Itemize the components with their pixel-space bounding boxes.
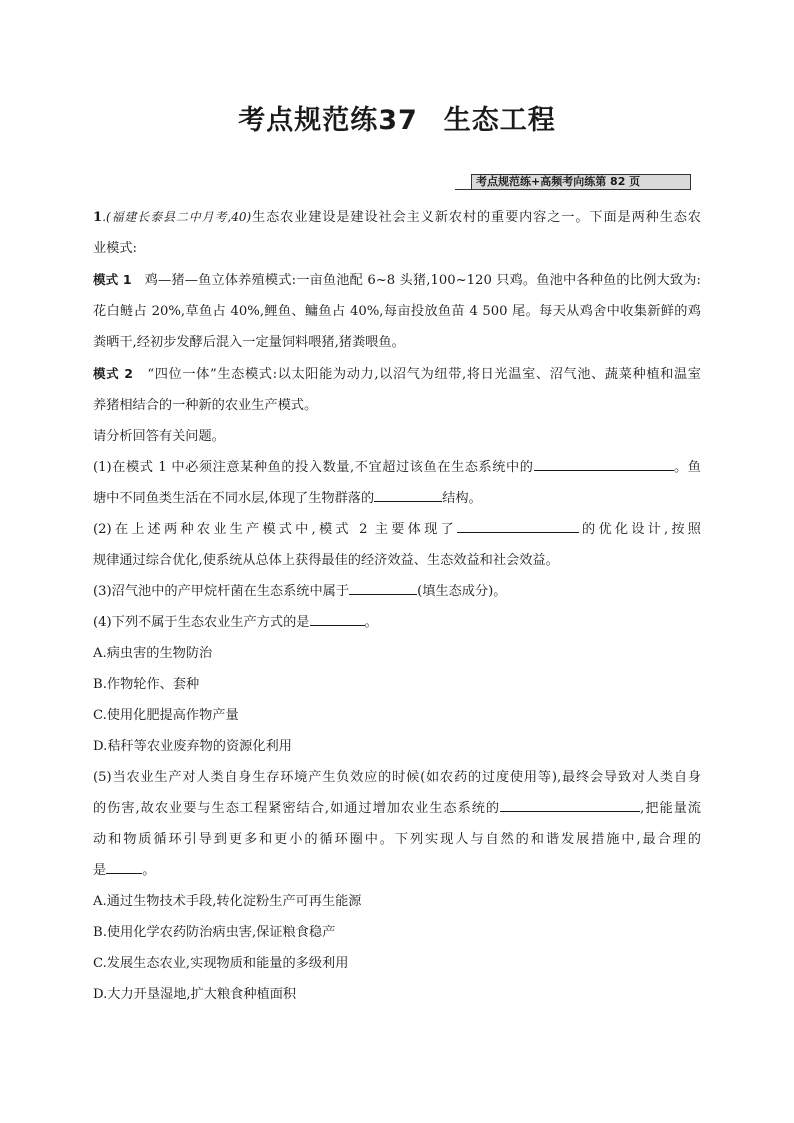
question-source: .(福建长泰县二中月考,40) bbox=[102, 210, 252, 224]
answer-blank-4[interactable] bbox=[349, 581, 417, 595]
answer-blank-2[interactable] bbox=[374, 488, 442, 502]
tag-rule bbox=[455, 189, 471, 190]
mode1-line2: 花白鲢占 20%,草鱼占 40%,鲤鱼、鳙鱼占 40%,每亩投放鱼苗 4 500 尾。每天从鸡舍中收集新鲜的鸡 bbox=[93, 304, 701, 319]
sub5-text-4: 是 bbox=[93, 863, 107, 878]
mode2-line1 bbox=[93, 358, 701, 390]
sub2-text-end: 的优化设计,按照 bbox=[578, 522, 701, 537]
answer-blank-1[interactable] bbox=[534, 457, 674, 471]
sub3-text-end: (填生态成分)。 bbox=[417, 584, 507, 599]
sub2-line1 bbox=[93, 514, 701, 545]
sub4-line bbox=[93, 607, 701, 638]
question-1 bbox=[93, 202, 701, 1010]
mode2-text: “四位一体”生态模式:以太阳能为动力,以沼气为纽带,将日光温室、沼气池、蔬菜种植和温室 bbox=[147, 367, 701, 382]
mode2-line2: 养猪相结合的一种新的农业生产模式。 bbox=[93, 398, 318, 413]
answer-blank-5[interactable] bbox=[310, 612, 365, 626]
sub2-text: (2)在上述两种农业生产模式中,模式 2 主要体现了 bbox=[93, 522, 457, 537]
sub1-text-end: 。鱼 bbox=[673, 460, 701, 475]
sub5-line4 bbox=[93, 855, 701, 886]
sub5-text: 的伤害,故农业要与生态工程紧密结合,如通过增加农业生态系统的 bbox=[93, 801, 501, 816]
sub1-text-2: 塘中不同鱼类生活在不同水层,体现了生物群落的 bbox=[93, 491, 375, 506]
sub4-option-d: D.秸秆等农业废弃物的资源化利用 bbox=[93, 739, 292, 754]
answer-blank-6[interactable] bbox=[500, 798, 640, 812]
sub1-text-2-end: 结构。 bbox=[442, 491, 482, 506]
sub5-line2 bbox=[93, 793, 701, 824]
reference-tag-label: 考点规范练+高频考向练第 82 页 bbox=[471, 174, 691, 190]
mode1-label: 模式 1 bbox=[93, 272, 132, 287]
instruction: 请分析回答有关问题。 bbox=[93, 429, 225, 444]
title-sub: 生态工程 bbox=[443, 105, 556, 136]
sub1-line2 bbox=[93, 483, 701, 514]
sub3-line bbox=[93, 576, 701, 607]
q1-intro-line1 bbox=[93, 202, 701, 233]
sub5-option-b: B.使用化学农药防治病虫害,保证粮食稳产 bbox=[93, 925, 336, 940]
sub4-option-b: B.作物轮作、套种 bbox=[93, 677, 200, 692]
sub5-line1: (5)当农业生产对人类自身生存环境产生负效应的时候(如农药的过度使用等),最终会导致对人类自身 bbox=[93, 770, 701, 785]
page-title bbox=[0, 98, 794, 137]
q1-intro-text: 生态农业建设是建设社会主义新农村的重要内容之一。下面是两种生态农 bbox=[251, 210, 701, 225]
answer-blank-3[interactable] bbox=[457, 519, 579, 533]
sub4-option-a: A.病虫害的生物防治 bbox=[93, 646, 213, 661]
sub4-text-end: 。 bbox=[364, 615, 378, 630]
sub5-text-4-end: 。 bbox=[142, 863, 156, 878]
sub5-text-end: ,把能量流 bbox=[640, 801, 701, 816]
sub2-line2: 规律通过综合优化,使系统从总体上获得最佳的经济效益、生态效益和社会效益。 bbox=[93, 553, 559, 568]
title-main: 考点规范练37 bbox=[238, 105, 418, 136]
mode1-text: 鸡—猪—鱼立体养殖模式:一亩鱼池配 6~8 头猪,100~120 只鸡。鱼池中各种鱼的比例大致为: bbox=[144, 273, 701, 288]
sub5-line3: 动和物质循环引导到更多和更小的循环圈中。下列实现人与自然的和谐发展措施中,最合理的 bbox=[93, 832, 701, 847]
question-number: 1 bbox=[93, 210, 103, 225]
sub5-option-c: C.发展生态农业,实现物质和能量的多级利用 bbox=[93, 956, 349, 971]
sub5-option-d: D.大力开垦湿地,扩大粮食种植面积 bbox=[93, 987, 297, 1002]
reference-tag bbox=[455, 174, 693, 190]
sub4-option-c: C.使用化肥提高作物产量 bbox=[93, 708, 239, 723]
sub3-text: (3)沼气池中的产甲烷杆菌在生态系统中属于 bbox=[93, 584, 350, 599]
sub5-option-a: A.通过生物技术手段,转化淀粉生产可再生能源 bbox=[93, 894, 362, 909]
mode1-line1 bbox=[93, 264, 701, 296]
answer-blank-7[interactable] bbox=[106, 860, 142, 874]
mode1-line3: 粪晒干,经初步发酵后混入一定量饲料喂猪,猪粪喂鱼。 bbox=[93, 335, 405, 350]
sub1-line1 bbox=[93, 452, 701, 483]
mode2-label: 模式 2 bbox=[93, 366, 133, 381]
sub1-text: (1)在模式 1 中必须注意某种鱼的投入数量,不宜超过该鱼在生态系统中的 bbox=[93, 460, 534, 475]
sub4-text: (4)下列不属于生态农业生产方式的是 bbox=[93, 615, 310, 630]
q1-intro-line2: 业模式: bbox=[93, 241, 138, 256]
